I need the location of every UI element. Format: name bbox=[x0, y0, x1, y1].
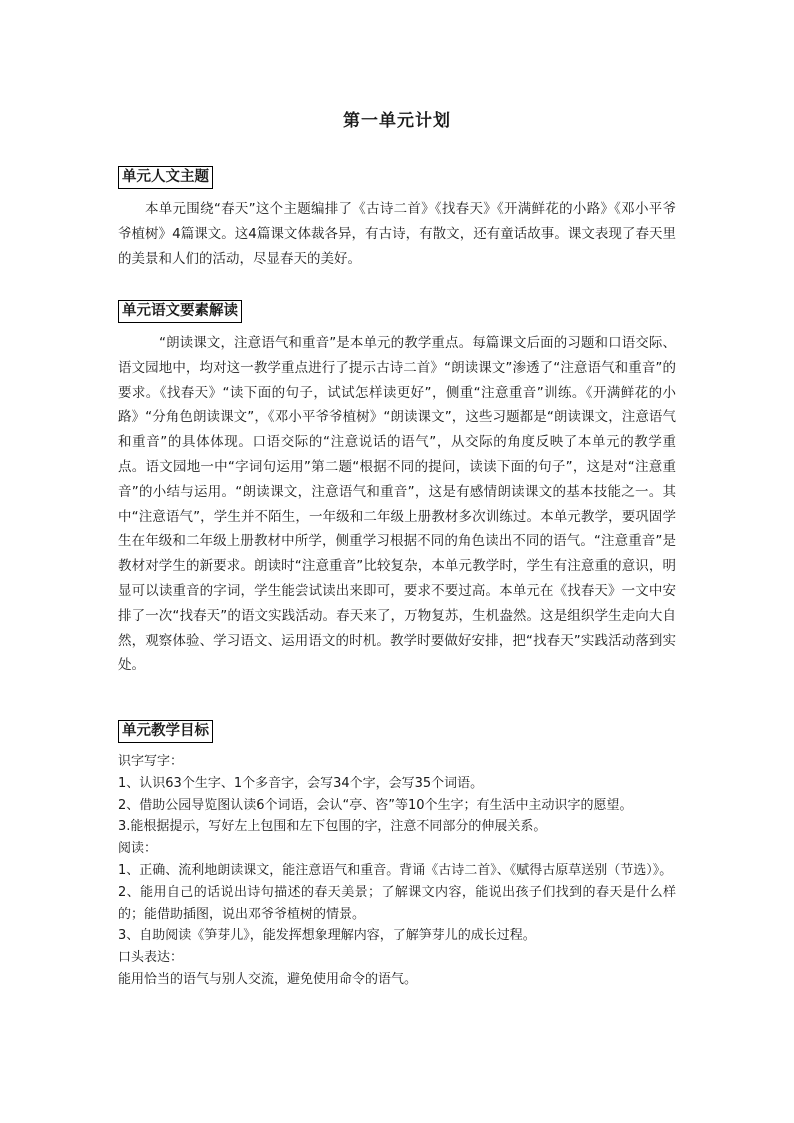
goal-line: 2、能用自己的话说出诗句描述的春天美景；了解课文内容，能说出孩子们找到的春天是什么样的；能借助插图，说出邓爷爷植树的情景。 bbox=[118, 884, 676, 922]
section-teaching-goals bbox=[118, 720, 676, 991]
section-language-elements bbox=[118, 300, 676, 678]
goal-line: 能用恰当的语气与别人交流，避免使用命令的语气。 bbox=[118, 971, 418, 987]
goal-line: 3.能根据提示，写好左上包围和左下包围的字，注意不同部分的伸展关系。 bbox=[118, 819, 547, 835]
goal-line: 1、正确、流利地朗读课文，能注意语气和重音。背诵《古诗二首》、《赋得古原草送别（节选）》。 bbox=[118, 862, 673, 878]
section-heading: 单元人文主题 bbox=[118, 166, 213, 189]
goal-line: 识字写字： bbox=[118, 754, 184, 769]
section-heading: 单元教学目标 bbox=[118, 720, 213, 743]
section-paragraph: “朗读课文，注意语气和重音”是本单元的教学重点。每篇课文后面的习题和口语交际、语文园地中，均对这一教学重点进行了提示古诗二首》“朗读课文”渗透了“注意语气和重音”的要求。《找春天》“读下面的句子，试试怎样读更好”，侧重“注意重音”训练。《开满鲜花的小路》“分角色朗读课文”，《邓小平爷爷植树》“朗读课文”，这些习题都是“朗读课文，注意语气和重音”的具体体现。口语交际的“注意说话的语气”，从交际的角度反映了本单元的教学重点。语文园地一中“字词句运用”第二题“根据不同的提问，读读下面的句子”，这是对“注意重音”的小结与运用。“朗读课文，注意语气和重音”，这是有感情朗读课文的基本技能之一。其中“注意语气”，学生并不陌生，一年级和二年级上册教材多次训练过。本单元教学，要巩固学生在年级和二年级上册教材中所学，侧重学习根据不同的角色读出不同的语气。“注意重音”是教材对学生的新要求。朗读时“注意重音”比较复杂，本单元教学时，学生有注意重的意识，明显可以读重音的字词，学生能尝试读出来即可，要求不要过高。本单元在《找春天》一文中安排了一次“找春天”的语文实践活动。春天来了，万物复苏，生机盎然。这是组织学生走向大自然，观察体验、学习语文、运用语文的时机。教学时要做好安排，把“找春天”实践活动落到实处。 bbox=[118, 335, 676, 674]
goal-line: 2、借助公园导览图认读6个词语，会认“亭、咨”等10个生字；有生活中主动识字的愿望。 bbox=[118, 797, 633, 813]
section-paragraph: 本单元围绕“春天”这个主题编排了《古诗二首》《找春天》《开满鲜花的小路》《邓小平爷爷植树》4篇课文。这4篇课文体裁各异，有古诗，有散文，还有童话故事。课文表现了春天里的美景和人们的活动，尽显春天的美好。 bbox=[118, 201, 676, 267]
goal-line: 阅读： bbox=[118, 841, 158, 857]
page-title: 第一单元计划 bbox=[343, 111, 451, 131]
goal-line: 口头表达： bbox=[118, 950, 184, 966]
section-heading: 单元语文要素解读 bbox=[118, 300, 242, 323]
section-humanistic-theme bbox=[118, 166, 676, 271]
goal-line: 1、认识63个生字、1个多音字，会写34个字，会写35个词语。 bbox=[118, 775, 484, 791]
goal-line: 3、自助阅读《笋芽儿》，能发挥想象理解内容，了解笋芽儿的成长过程。 bbox=[118, 928, 536, 944]
